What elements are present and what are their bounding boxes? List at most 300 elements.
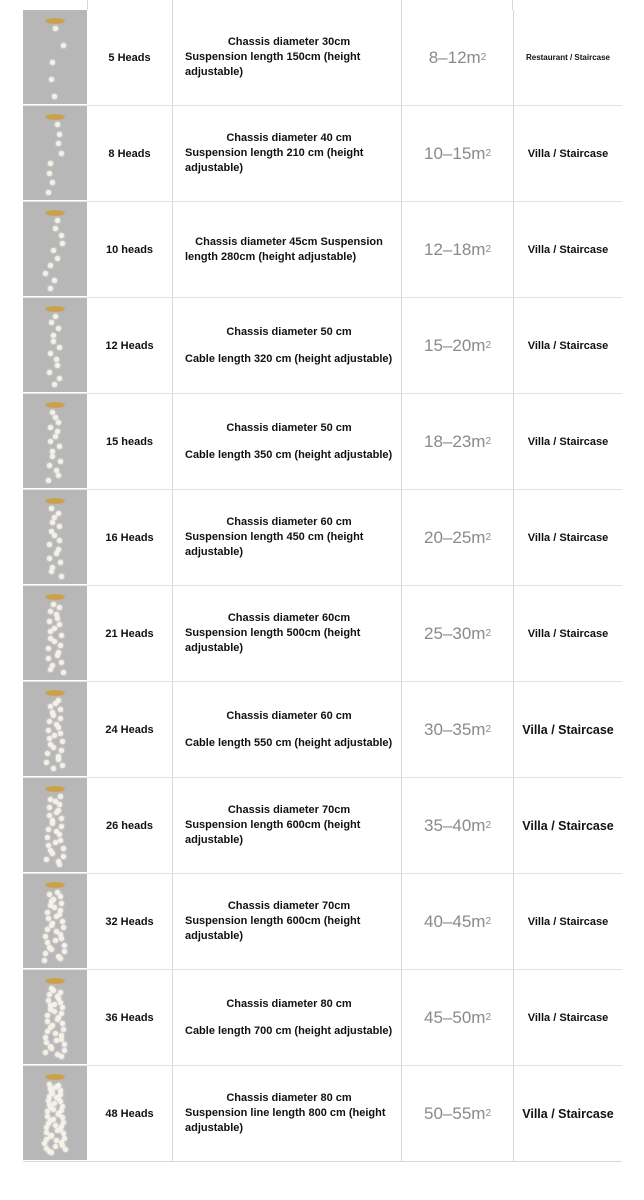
chandelier-photo xyxy=(23,682,87,776)
bulb-shape xyxy=(52,639,57,644)
heads-cell xyxy=(87,490,173,585)
area-exponent: 2 xyxy=(485,1108,491,1119)
bulb-shape xyxy=(58,956,63,961)
spec-line-1: Chassis diameter 70cm xyxy=(227,804,351,816)
bulb-shape xyxy=(51,713,56,718)
area-exponent: 2 xyxy=(485,340,491,351)
bulb-shape xyxy=(58,838,63,843)
bulb-shape xyxy=(56,473,61,478)
bulb-shape xyxy=(53,1085,58,1090)
bulb-shape xyxy=(53,701,58,706)
bulb-shape xyxy=(57,802,62,807)
area-exponent: 2 xyxy=(485,148,491,159)
bulb-shape xyxy=(46,656,51,661)
bulb-shape xyxy=(51,745,56,750)
bulb-shape xyxy=(46,843,51,848)
bulb-shape xyxy=(48,263,53,268)
chandelier-photo xyxy=(23,778,87,872)
heads-label: 32 Heads xyxy=(105,915,154,928)
spec-cell xyxy=(173,778,402,873)
bulb-shape xyxy=(56,420,61,425)
usage-label: Villa / Staircase xyxy=(527,915,609,928)
area-value: 40–45m xyxy=(424,911,486,931)
usage-cell xyxy=(514,970,622,1065)
bulb-shape xyxy=(43,951,48,956)
usage-cell xyxy=(514,106,622,201)
heads-label: 48 Heads xyxy=(105,1107,154,1120)
bulb-shape xyxy=(43,934,48,939)
bulb-shape xyxy=(48,286,53,291)
spec-cell xyxy=(173,202,402,297)
area-value: 45–50m xyxy=(424,1007,486,1027)
heads-label: 15 heads xyxy=(105,435,154,448)
area-cell xyxy=(402,10,514,105)
bulb-shape xyxy=(56,511,61,516)
chandelier-photo xyxy=(23,1066,87,1160)
bulb-shape xyxy=(53,434,58,439)
bulb-shape xyxy=(57,605,62,610)
chandelier-photo xyxy=(23,202,87,296)
area-cell xyxy=(402,586,514,681)
canopy-shape xyxy=(45,882,65,888)
heads-label: 24 Heads xyxy=(105,723,154,736)
bulb-shape xyxy=(49,320,54,325)
spec-line-2: Cable length 350 cm (height adjustable) xyxy=(185,448,393,461)
usage-label: Villa / Staircase xyxy=(527,147,609,160)
area-value: 15–20m xyxy=(424,335,486,355)
spec-cell xyxy=(173,586,402,681)
bulb-shape xyxy=(57,862,62,867)
bulb-shape xyxy=(49,506,54,511)
area-cell xyxy=(402,106,514,201)
spec-line-2: Suspension length 500cm (height adjustable) xyxy=(185,627,361,654)
bulb-shape xyxy=(50,454,55,459)
area-cell xyxy=(402,682,514,777)
heads-label: 5 Heads xyxy=(108,51,151,64)
bulb-shape xyxy=(61,43,66,48)
bulb-shape xyxy=(47,370,52,375)
usage-cell xyxy=(514,874,622,969)
bulb-shape xyxy=(62,949,67,954)
heads-label: 16 Heads xyxy=(105,531,154,544)
bulb-shape xyxy=(57,832,62,837)
bulb-shape xyxy=(60,1021,65,1026)
bulb-shape xyxy=(52,1009,57,1014)
heads-cell xyxy=(87,586,173,681)
bulb-shape xyxy=(51,248,56,253)
chandelier-photo xyxy=(23,970,87,1064)
bulb-shape xyxy=(49,947,54,952)
area-cell xyxy=(402,394,514,489)
area-cell xyxy=(402,1066,514,1161)
canopy-shape xyxy=(45,786,65,792)
bulb-shape xyxy=(47,171,52,176)
bulb-shape xyxy=(54,1038,59,1043)
bulb-shape xyxy=(57,132,62,137)
spec-line-2: Cable length 550 cm (height adjustable) xyxy=(185,736,393,749)
area-cell xyxy=(402,202,514,297)
bulb-shape xyxy=(55,653,60,658)
bulb-shape xyxy=(58,716,63,721)
bulb-shape xyxy=(52,533,57,538)
area-exponent: 2 xyxy=(485,916,491,927)
bulb-shape xyxy=(47,619,52,624)
spec-line-1: Chassis diameter 50 cm xyxy=(226,421,352,434)
bulb-shape xyxy=(46,916,51,921)
bulb-shape xyxy=(49,569,54,574)
bulb-shape xyxy=(46,728,51,733)
bulb-shape xyxy=(49,1046,54,1051)
spec-cell xyxy=(173,1066,402,1161)
bulb-shape xyxy=(48,425,53,430)
bulb-shape xyxy=(43,271,48,276)
bulb-shape xyxy=(47,542,52,547)
bulb-shape xyxy=(47,736,52,741)
area-value: 10–15m xyxy=(424,143,486,163)
bulb-shape xyxy=(51,602,56,607)
spec-cell xyxy=(173,298,402,393)
spec-line-2: length 280cm (height adjustable) xyxy=(185,250,357,263)
table-row xyxy=(23,873,622,969)
bulb-shape xyxy=(62,1048,67,1053)
usage-label: Villa / Staircase xyxy=(527,339,609,352)
bulb-shape xyxy=(53,938,58,943)
area-cell xyxy=(402,970,514,1065)
spec-cell xyxy=(173,106,402,201)
canopy-shape xyxy=(45,594,65,600)
bulb-shape xyxy=(58,894,63,899)
bulb-shape xyxy=(46,478,51,483)
bulb-shape xyxy=(53,26,58,31)
bulb-shape xyxy=(51,339,56,344)
table-row xyxy=(23,10,622,105)
bulb-shape xyxy=(57,345,62,350)
bulb-shape xyxy=(59,936,64,941)
table-row xyxy=(23,681,622,777)
area-value: 30–35m xyxy=(424,719,486,739)
bulb-shape xyxy=(62,1042,67,1047)
canopy-shape xyxy=(45,498,65,504)
chandelier-photo xyxy=(23,586,87,680)
table-row xyxy=(23,393,622,489)
table-row xyxy=(23,1065,622,1161)
spec-line-2: Cable length 700 cm (height adjustable) xyxy=(185,1024,393,1037)
bulb-shape xyxy=(59,748,64,753)
bulb-shape xyxy=(54,914,59,919)
chandelier-photo xyxy=(23,106,87,200)
spec-line-1: Chassis diameter 40 cm xyxy=(226,132,352,144)
bulb-shape xyxy=(58,794,63,799)
bulb-shape xyxy=(50,821,55,826)
bulb-shape xyxy=(55,363,60,368)
bulb-shape xyxy=(58,707,63,712)
usage-cell xyxy=(514,10,622,105)
table-row xyxy=(23,105,622,201)
canopy-shape xyxy=(45,690,65,696)
bulb-shape xyxy=(51,766,56,771)
chandelier-photo xyxy=(23,10,87,104)
canopy-shape xyxy=(45,402,65,408)
area-exponent: 2 xyxy=(480,52,487,63)
spec-line-1: Chassis diameter 80 cm xyxy=(226,997,352,1010)
bulb-shape xyxy=(60,763,65,768)
heads-label: 26 heads xyxy=(105,819,154,832)
table-row xyxy=(23,777,622,873)
area-exponent: 2 xyxy=(485,628,491,639)
bulb-shape xyxy=(57,376,62,381)
usage-cell xyxy=(514,202,622,297)
bulb-shape xyxy=(48,161,53,166)
bulb-shape xyxy=(58,560,63,565)
bulb-shape xyxy=(59,1037,64,1042)
bulb-shape xyxy=(55,218,60,223)
bulb-shape xyxy=(51,333,56,338)
bulb-shape xyxy=(47,719,52,724)
bulb-shape xyxy=(59,633,64,638)
bulb-shape xyxy=(48,1134,53,1139)
usage-label: Villa / Staircase xyxy=(527,531,609,544)
bulb-shape xyxy=(61,670,66,675)
bulb-shape xyxy=(47,556,52,561)
bulb-shape xyxy=(43,1050,48,1055)
bulb-shape xyxy=(57,538,62,543)
chandelier-photo xyxy=(23,298,87,392)
bulb-shape xyxy=(56,725,61,730)
spec-line-1: Chassis diameter 70cm xyxy=(227,900,351,912)
bulb-shape xyxy=(48,629,53,634)
bulb-shape xyxy=(45,927,50,932)
heads-cell xyxy=(87,970,173,1065)
spec-line-2: Suspension length 150cm (height adjustable) xyxy=(185,51,361,78)
bulb-shape xyxy=(53,415,58,420)
usage-cell xyxy=(514,490,622,585)
bulb-shape xyxy=(51,1107,56,1112)
bulb-shape xyxy=(46,646,51,651)
usage-label: Villa / Staircase xyxy=(527,1011,609,1024)
spec-cell xyxy=(173,970,402,1065)
bulb-shape xyxy=(56,326,61,331)
bulb-shape xyxy=(45,835,50,840)
usage-label: Villa / Staircase xyxy=(522,818,614,833)
bulb-shape xyxy=(52,733,57,738)
bulb-shape xyxy=(60,241,65,246)
bulb-shape xyxy=(53,226,58,231)
heads-cell xyxy=(87,298,173,393)
canopy-shape xyxy=(45,18,65,24)
bulb-shape xyxy=(55,616,60,621)
heads-label: 36 Heads xyxy=(105,1011,154,1024)
bulb-shape xyxy=(54,551,59,556)
bulb-shape xyxy=(47,813,52,818)
bulb-shape xyxy=(53,840,58,845)
spec-line-1: Chassis diameter 30cm xyxy=(227,36,351,48)
bulb-shape xyxy=(50,851,55,856)
bulb-shape xyxy=(59,574,64,579)
bulb-shape xyxy=(46,190,51,195)
canopy-shape xyxy=(45,306,65,312)
bulb-shape xyxy=(60,1005,65,1010)
bulb-shape xyxy=(58,1000,63,1005)
heads-cell xyxy=(87,202,173,297)
spec-line-2: Suspension length 210 cm (height adjustable) xyxy=(185,147,364,174)
bulb-shape xyxy=(48,351,53,356)
bulb-shape xyxy=(47,992,52,997)
bulb-shape xyxy=(45,910,50,915)
heads-cell xyxy=(87,106,173,201)
area-value: 8–12m xyxy=(428,47,481,67)
canopy-shape xyxy=(45,1074,65,1080)
bulb-shape xyxy=(59,151,64,156)
bulb-shape xyxy=(46,998,51,1003)
bulb-shape xyxy=(59,233,64,238)
spec-line-1: Chassis diameter 60 cm xyxy=(226,516,352,528)
bulb-shape xyxy=(45,1019,50,1024)
bulb-shape xyxy=(59,901,64,906)
bulb-shape xyxy=(52,1101,57,1106)
bulb-shape xyxy=(55,122,60,127)
canopy-shape xyxy=(45,210,65,216)
bulb-shape xyxy=(50,60,55,65)
bulb-shape xyxy=(61,854,66,859)
bulb-shape xyxy=(56,757,61,762)
product-spec-table xyxy=(23,10,622,1162)
table-top-edge xyxy=(23,0,622,10)
bulb-shape xyxy=(61,925,66,930)
spec-line-2: Suspension length 600cm (height adjustable) xyxy=(185,819,361,846)
area-exponent: 2 xyxy=(485,1012,491,1023)
area-exponent: 2 xyxy=(485,436,491,447)
bulb-shape xyxy=(47,805,52,810)
bulb-shape xyxy=(45,1029,50,1034)
bulb-shape xyxy=(58,731,63,736)
bulb-shape xyxy=(57,524,62,529)
bulb-shape xyxy=(53,1144,58,1149)
area-exponent: 2 xyxy=(485,820,491,831)
spec-line-1: Chassis diameter 60 cm xyxy=(226,709,352,722)
heads-cell xyxy=(87,1066,173,1161)
chandelier-photo xyxy=(23,394,87,488)
usage-cell xyxy=(514,682,622,777)
bulb-shape xyxy=(57,622,62,627)
area-cell xyxy=(402,298,514,393)
heads-label: 12 Heads xyxy=(105,339,154,352)
bulb-shape xyxy=(60,739,65,744)
spec-line-2: Suspension length 600cm (height adjustable) xyxy=(185,915,361,942)
chandelier-photo xyxy=(23,490,87,584)
spec-cell xyxy=(173,874,402,969)
bulb-shape xyxy=(59,1054,64,1059)
bulb-shape xyxy=(45,751,50,756)
usage-label: Villa / Staircase xyxy=(527,435,609,448)
usage-cell xyxy=(514,586,622,681)
bulb-shape xyxy=(59,816,64,821)
heads-cell xyxy=(87,394,173,489)
bulb-shape xyxy=(49,77,54,82)
bulb-shape xyxy=(45,1013,50,1018)
bulb-shape xyxy=(44,857,49,862)
bulb-shape xyxy=(55,1128,60,1133)
bulb-shape xyxy=(48,667,53,672)
spec-line-2: Cable length 320 cm (height adjustable) xyxy=(185,352,393,365)
bulb-shape xyxy=(47,463,52,468)
bulb-shape xyxy=(57,444,62,449)
bulb-shape xyxy=(60,919,65,924)
bulb-shape xyxy=(52,905,57,910)
heads-cell xyxy=(87,10,173,105)
bulb-shape xyxy=(54,810,59,815)
bulb-shape xyxy=(48,704,53,709)
area-cell xyxy=(402,874,514,969)
bulb-shape xyxy=(46,827,51,832)
area-value: 25–30m xyxy=(424,623,486,643)
bulb-shape xyxy=(63,1147,68,1152)
bulb-shape xyxy=(55,256,60,261)
heads-label: 10 heads xyxy=(105,243,154,256)
chandelier-photo xyxy=(23,874,87,968)
spec-cell xyxy=(173,394,402,489)
heads-label: 21 Heads xyxy=(105,627,154,640)
spec-cell xyxy=(173,490,402,585)
spec-cell xyxy=(173,10,402,105)
bulb-shape xyxy=(44,760,49,765)
bulb-shape xyxy=(58,459,63,464)
canopy-shape xyxy=(45,114,65,120)
bulb-shape xyxy=(48,609,53,614)
spec-line-1: Chassis diameter 80 cm xyxy=(226,1092,352,1104)
table-row xyxy=(23,969,622,1065)
canopy-shape xyxy=(45,978,65,984)
bulb-shape xyxy=(52,278,57,283)
bulb-shape xyxy=(61,846,66,851)
heads-cell xyxy=(87,778,173,873)
usage-cell xyxy=(514,778,622,873)
spec-line-2: Suspension length 450 cm (height adjustable) xyxy=(185,531,364,558)
bulb-shape xyxy=(53,314,58,319)
bulb-shape xyxy=(43,1035,48,1040)
heads-cell xyxy=(87,682,173,777)
usage-cell xyxy=(514,1066,622,1161)
area-exponent: 2 xyxy=(485,532,491,543)
area-exponent: 2 xyxy=(485,244,491,255)
bulb-shape xyxy=(42,958,47,963)
bulb-shape xyxy=(61,1027,66,1032)
usage-label: Restaurant / Staircase xyxy=(525,53,611,62)
usage-label: Villa / Staircase xyxy=(522,1106,614,1121)
spec-line-2: Suspension line length 800 cm (height adjustable) xyxy=(185,1107,386,1134)
spec-cell xyxy=(173,682,402,777)
bulb-shape xyxy=(50,180,55,185)
table-row xyxy=(23,297,622,393)
area-cell xyxy=(402,490,514,585)
bulb-shape xyxy=(51,988,56,993)
bulb-shape xyxy=(62,943,67,948)
spec-line-1: Chassis diameter 60cm xyxy=(227,612,351,624)
usage-label: Villa / Staircase xyxy=(527,627,609,640)
area-value: 50–55m xyxy=(424,1103,486,1123)
heads-cell xyxy=(87,874,173,969)
heads-label: 8 Heads xyxy=(108,147,151,160)
area-cell xyxy=(402,778,514,873)
area-value: 18–23m xyxy=(424,431,486,451)
area-value: 20–25m xyxy=(424,527,486,547)
bulb-shape xyxy=(53,1031,58,1036)
usage-label: Villa / Staircase xyxy=(522,722,614,737)
spec-line-1: Chassis diameter 45cm Suspension xyxy=(195,235,383,248)
bulb-shape xyxy=(59,824,64,829)
table-row xyxy=(23,585,622,681)
bulb-shape xyxy=(49,1150,54,1155)
area-exponent: 2 xyxy=(485,724,491,735)
